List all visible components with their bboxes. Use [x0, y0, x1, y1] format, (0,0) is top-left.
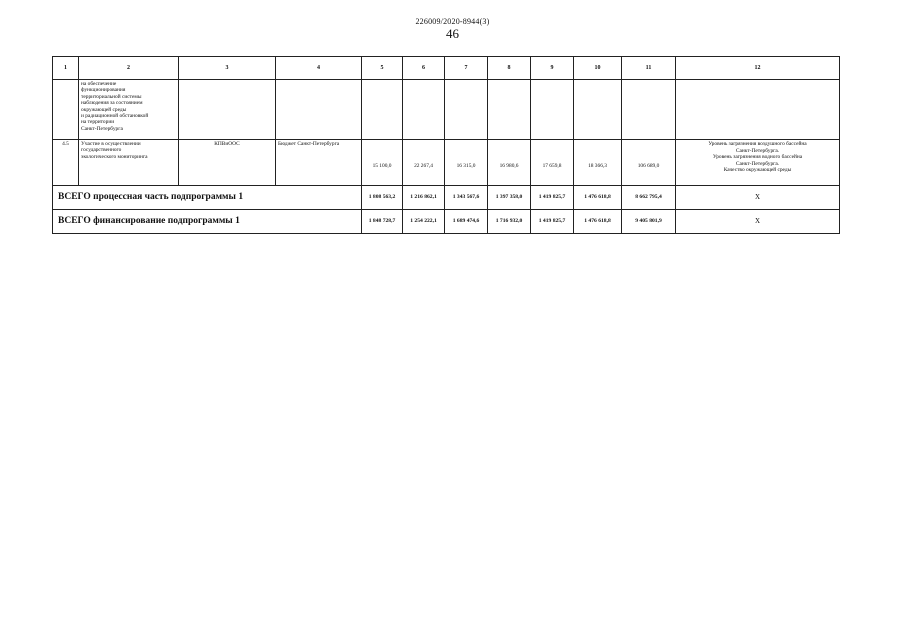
value-cell: 16 980,6	[488, 140, 531, 186]
text-line: Санкт-Петербурга	[81, 125, 123, 132]
text-line: функционирования	[81, 87, 126, 94]
total-label: ВСЕГО процессная часть подпрограммы 1	[53, 186, 362, 210]
text-line: наблюдения за состоянием	[81, 100, 143, 107]
column-number: 4	[276, 57, 362, 80]
total-value: 1 419 825,7	[531, 186, 574, 210]
row-executor: КПВиООС	[179, 140, 276, 186]
text-line: окружающей среды	[81, 106, 127, 113]
row-description	[79, 140, 179, 186]
total-label: ВСЕГО финансирование подпрограммы 1	[53, 210, 362, 234]
text-line: Участие в осуществлении	[81, 141, 141, 147]
total-value: 1 343 567,6	[445, 186, 488, 210]
total-value: 9 405 801,9	[622, 210, 676, 234]
row-index: 4.5	[53, 140, 79, 186]
total-value: 1 397 358,0	[488, 186, 531, 210]
column-number: 1	[53, 57, 79, 80]
total-value: 1 848 728,7	[362, 210, 403, 234]
text-line: Санкт-Петербурга.	[735, 160, 780, 167]
text-line: на территории	[81, 119, 115, 126]
value-cell: 22 267,4	[403, 140, 445, 186]
text-line: Уровень загрязнения водного бассейна	[712, 154, 803, 161]
text-line: Уровень загрязнения воздушного бассейна	[708, 141, 807, 147]
column-number: 6	[403, 57, 445, 80]
total-row-financing	[53, 210, 840, 234]
total-value: 1 808 563,2	[362, 186, 403, 210]
total-mark: X	[676, 186, 840, 210]
text-line: территориальной системы	[81, 93, 142, 100]
text-line: на обеспечение	[81, 81, 117, 87]
total-value: 1 254 222,1	[403, 210, 445, 234]
column-number: 3	[179, 57, 276, 80]
text-line: Санкт-Петербурга.	[735, 147, 780, 154]
total-value: 1 419 825,7	[531, 210, 574, 234]
value-cell-total: 106 689,0	[622, 140, 676, 186]
value-cell: 18 366,3	[574, 140, 622, 186]
continuation-row	[53, 80, 840, 140]
budget-table	[52, 56, 840, 234]
continuation-description	[79, 80, 179, 140]
column-number: 5	[362, 57, 403, 80]
column-number: 11	[622, 57, 676, 80]
text-line: и радиационной обстановкой	[81, 113, 149, 120]
page-number: 46	[446, 26, 459, 41]
total-value: 1 476 618,8	[574, 186, 622, 210]
value-cell: 17 659,8	[531, 140, 574, 186]
text-line: экологического мониторинга	[81, 153, 148, 160]
column-number: 7	[445, 57, 488, 80]
text-line: государственного	[81, 147, 122, 154]
total-value: 1 716 932,0	[488, 210, 531, 234]
column-number: 2	[79, 57, 179, 80]
column-number-row	[53, 57, 840, 80]
total-value: 8 662 795,4	[622, 186, 676, 210]
column-number: 10	[574, 57, 622, 80]
row-indicators	[676, 140, 840, 186]
total-value: 1 216 862,1	[403, 186, 445, 210]
text-line: Качество окружающей среды	[723, 167, 792, 174]
document-registration-code: 226009/2020-8944(3)	[415, 17, 490, 26]
table-row-4-5	[53, 140, 840, 186]
column-number: 8	[488, 57, 531, 80]
total-row-process	[53, 186, 840, 210]
value-cell: 15 100,0	[362, 140, 403, 186]
total-value: 1 689 474,6	[445, 210, 488, 234]
value-cell: 16 315,0	[445, 140, 488, 186]
column-number: 9	[531, 57, 574, 80]
total-mark: X	[676, 210, 840, 234]
row-funding-source: Бюджет Санкт-Петербурга	[276, 140, 362, 186]
total-value: 1 476 618,8	[574, 210, 622, 234]
column-number: 12	[676, 57, 840, 80]
